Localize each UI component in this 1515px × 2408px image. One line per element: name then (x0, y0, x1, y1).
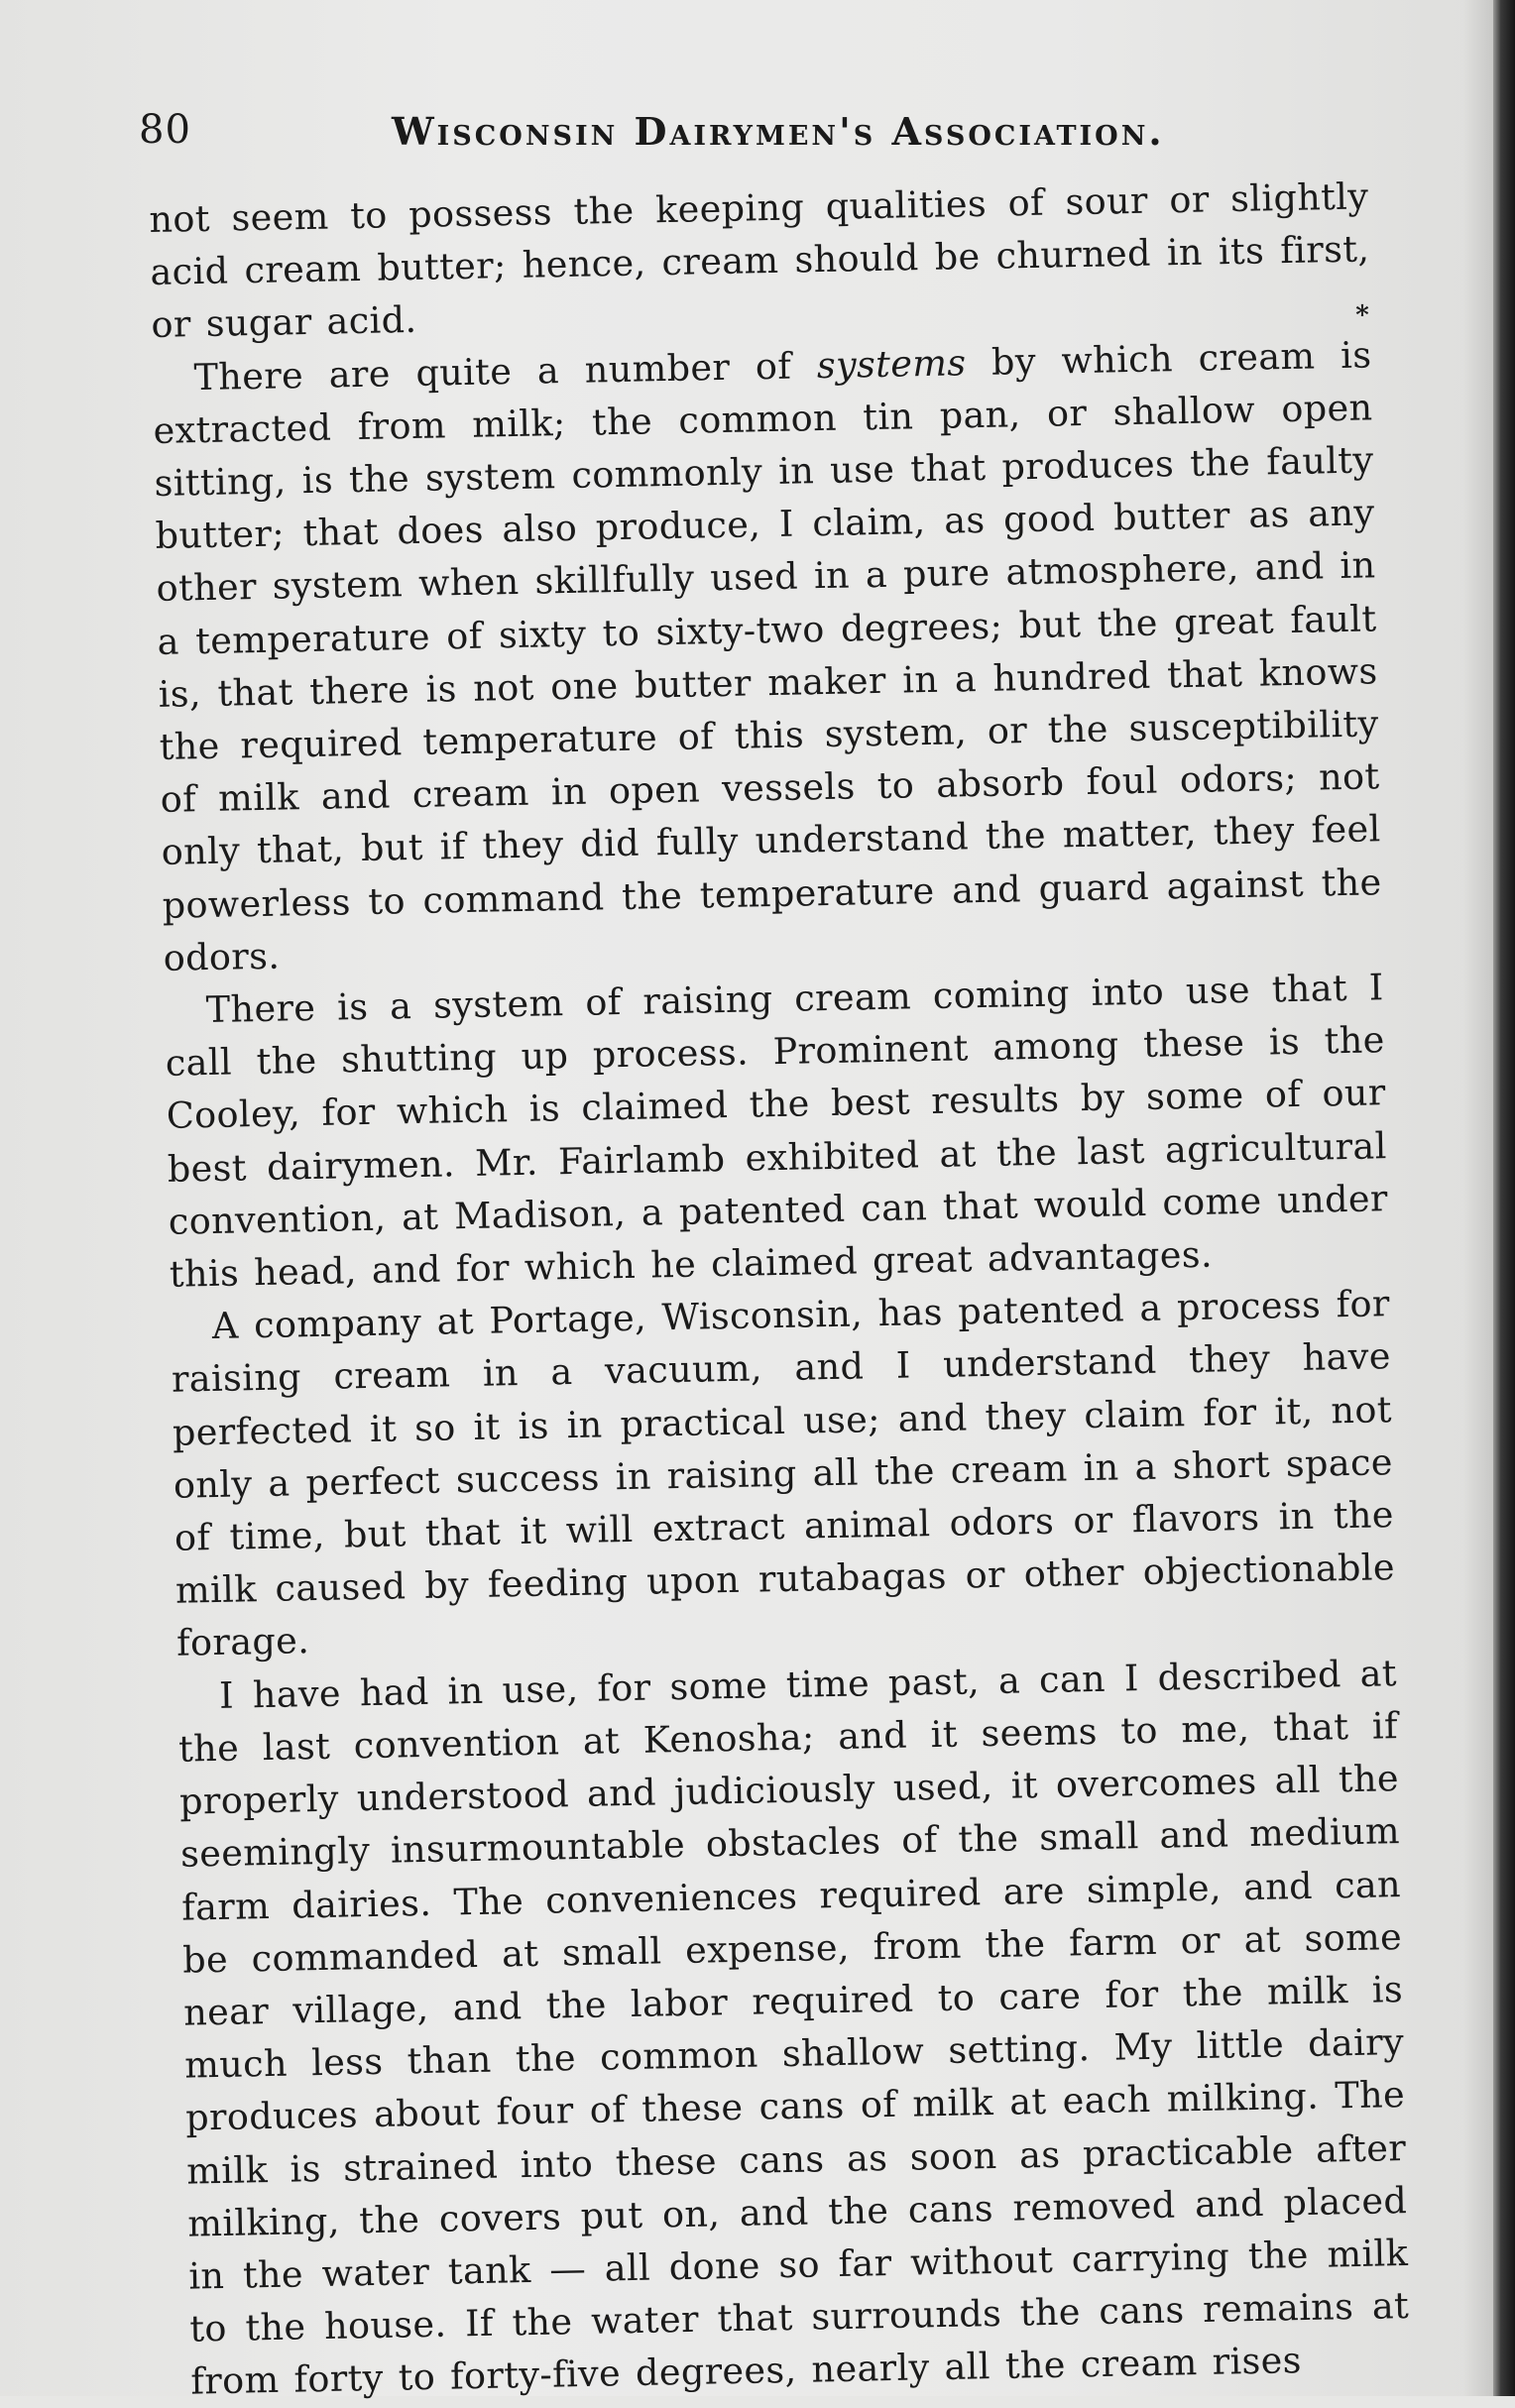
body-text (149, 170, 1411, 2408)
binding-shadow (1463, 0, 1493, 2396)
running-title: Wisconsin Dairymen's Association. (392, 109, 1165, 154)
paragraph-4 (170, 1277, 1396, 1669)
paragraph-5 (177, 1647, 1411, 2408)
stray-ink-mark: ∗ (1353, 295, 1371, 325)
paragraph-text: by which cream is extracted from milk; the common tin pan, or shallow open sitting, is the system commonly in use that produces the faulty butter; that does also produce, I claim, as good butter as any other system when skillfully used in a pure atmosphere, and in a temperature of sixty to sixty-two degrees; but the great fault is, that there is not one butter maker in a hundred that knows the required temperature of this system, or the susceptibility of milk and cream in open vessels to absorb foul odors; not only that, but if they did fully understand the matter, they feel powerless to command the temperature and guard against the odors. (153, 332, 1382, 979)
paragraph-text: A company at Portage, Wisconsin, has patented a process for raising cream in a vacuum, and I understand they have perfected it so it is in practical use; and they claim for it, not only a perfect success in raising all the cream in a short space of time, but that it will extract animal odors or flavors in the milk caused by feeding upon rutabagas or other objectionable forage. (171, 1282, 1396, 1665)
paragraph-text: not seem to possess the keeping qualities of sour or slightly acid cream butter; hence, cream should be churned in its first, or sugar acid. (149, 174, 1370, 347)
running-head (139, 99, 1388, 159)
paragraph-1 (149, 170, 1371, 351)
paragraph-text: There are quite a number of (193, 343, 818, 399)
paragraph-text: I have had in use, for some time past, a can I described at the last convention at Kenosha; and it seems to me, that if properly understood and judiciously used, it overcomes all the seemingly insurmountable obstacles of the small and medium farm dairies. The conveniences required are simple, and can be commanded at small expense, from the farm or at some near village, and the labor required to care for the milk is much less than the common shallow setting. My little dairy produces about four of these cans of milk at each milking. The milk is strained into these cans as soon as practicable after milking, the covers put on, and the cans removed and placed in the water tank — all done so far without carrying the milk to the house. If the water that surrounds the cans remains at from forty to forty-five degrees, nearly all the cream rises (177, 1651, 1410, 2403)
paragraph-text: There is a system of raising cream coming into use that I call the shutting up process. Prominent among these is the Cooley, for which is claimed the best results by some of our best dairymen. Mr. Fairlamb exhibited at the last agricultural convention, at Madison, a patented can that would come under this head, and for which he claimed great advantages. (165, 966, 1389, 1296)
italic-term: systems (816, 340, 967, 387)
paragraph-3 (164, 961, 1389, 1301)
page-number: 80 (139, 107, 191, 153)
paragraph-2 (152, 328, 1383, 984)
page-edge-strip (1493, 0, 1515, 2396)
